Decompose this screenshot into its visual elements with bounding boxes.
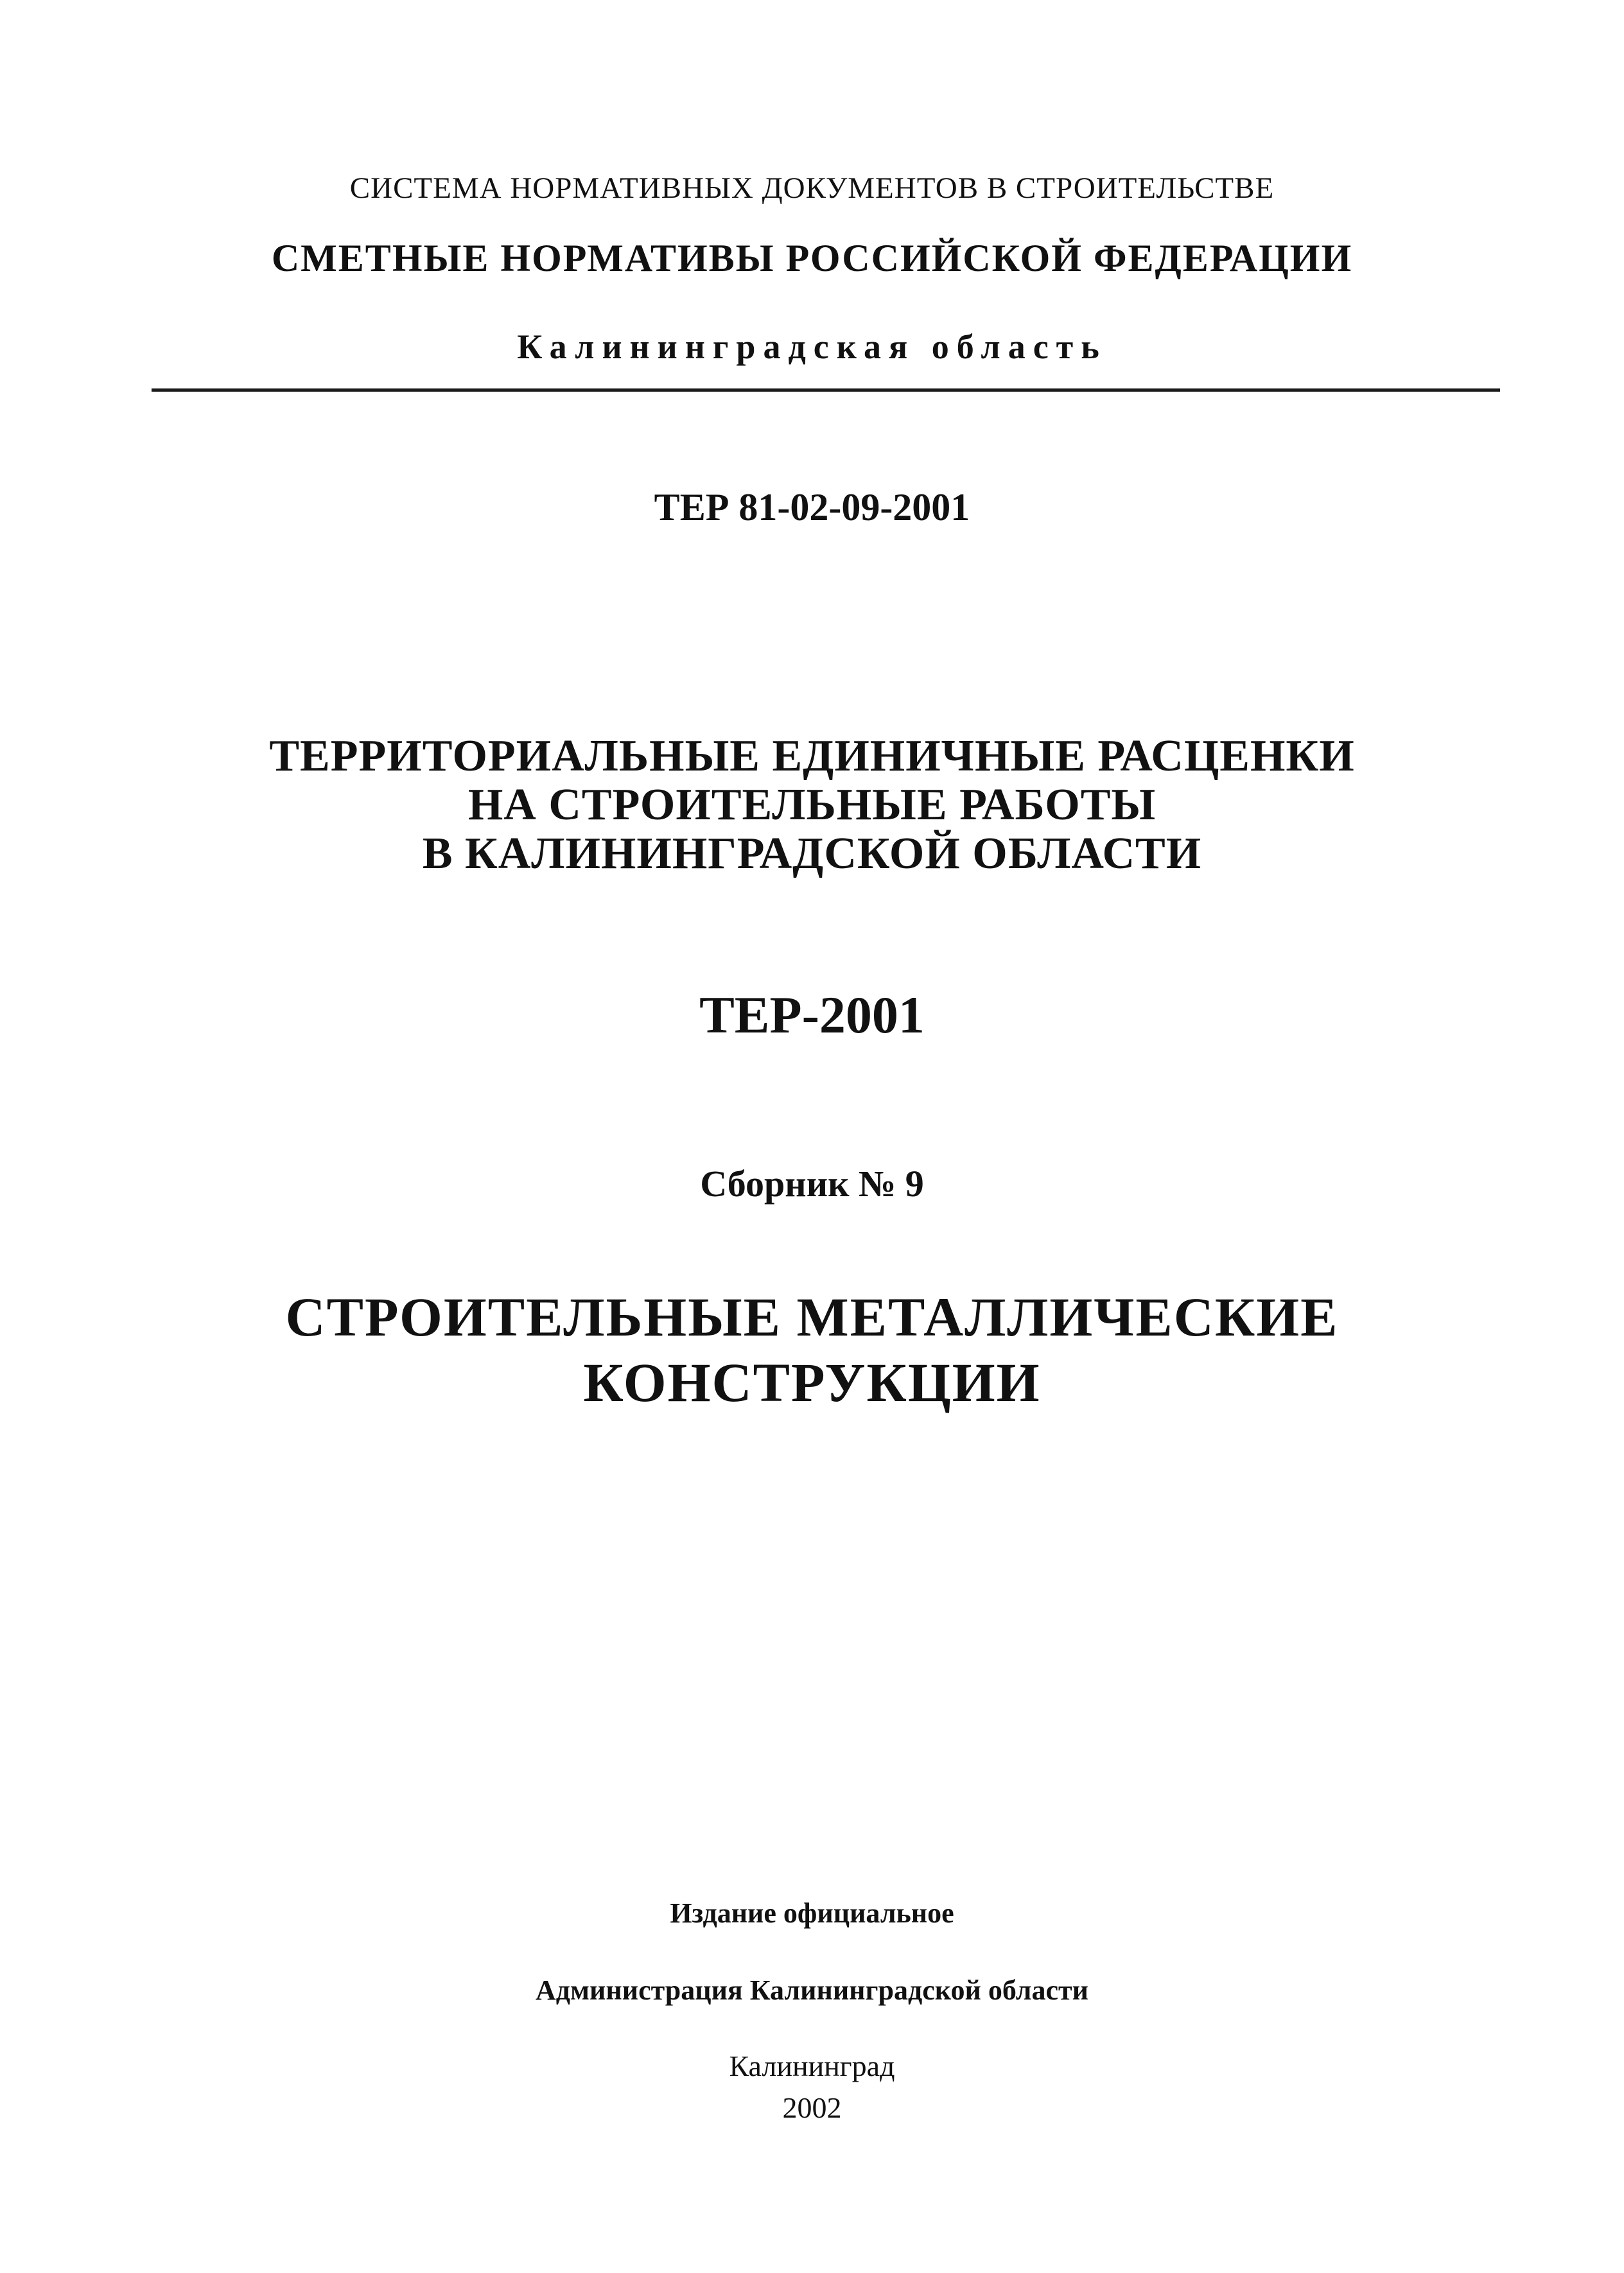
region-heading: Калининградская область xyxy=(517,327,1107,366)
edition-label: Издание официальное xyxy=(670,1897,954,1929)
title-line: В КАЛИНИНГРАДСКОЙ ОБЛАСТИ xyxy=(422,829,1202,878)
document-title xyxy=(0,732,1624,878)
title-line: ТЕРРИТОРИАЛЬНЫЕ ЕДИНИЧНЫЕ РАСЦЕНКИ xyxy=(269,731,1355,781)
publisher: Администрация Калининградской области xyxy=(536,1974,1088,2006)
subject-line: СТРОИТЕЛЬНЫЕ МЕТАЛЛИЧЕСКИЕ xyxy=(285,1286,1339,1348)
header-divider xyxy=(152,388,1500,392)
document-code: ТЕР 81-02-09-2001 xyxy=(654,486,970,528)
collection-number: Сборник № 9 xyxy=(700,1163,924,1205)
publication-city: Калининград xyxy=(729,2050,895,2082)
system-heading: СИСТЕМА НОРМАТИВНЫХ ДОКУМЕНТОВ В СТРОИТЕЛЬСТВЕ xyxy=(349,171,1275,205)
title-line: НА СТРОИТЕЛЬНЫЕ РАБОТЫ xyxy=(467,780,1157,830)
subject-line: КОНСТРУКЦИИ xyxy=(583,1352,1041,1413)
norms-heading: СМЕТНЫЕ НОРМАТИВЫ РОССИЙСКОЙ ФЕДЕРАЦИИ xyxy=(271,237,1353,279)
short-code: ТЕР-2001 xyxy=(699,986,925,1044)
collection-subject xyxy=(0,1284,1624,1415)
publication-year: 2002 xyxy=(782,2091,842,2124)
